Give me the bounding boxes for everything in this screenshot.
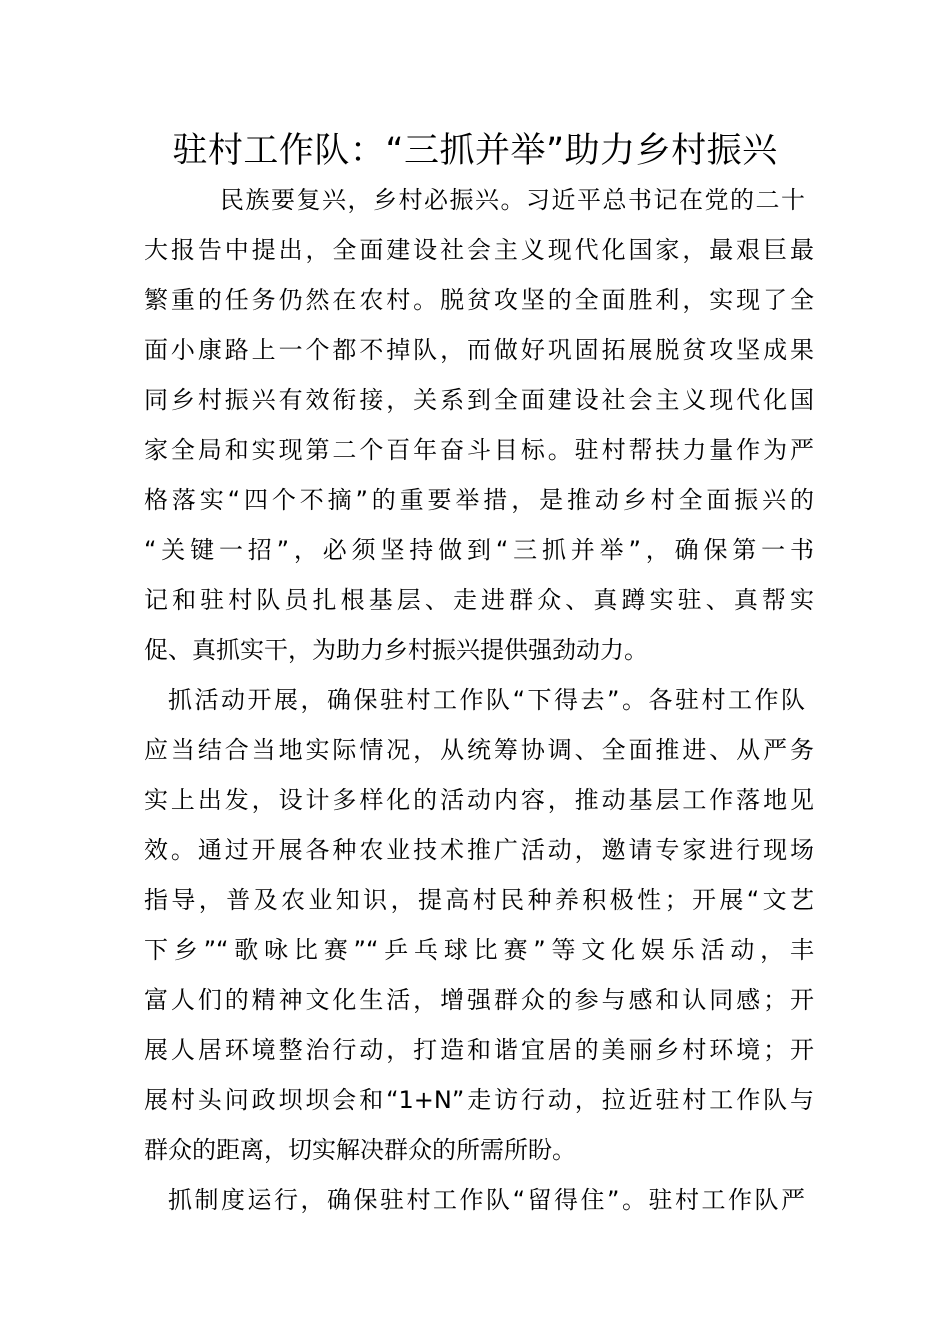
- paragraph-line: 展人居环境整治行动，打造和谐宜居的美丽乡村环境；开: [144, 1036, 814, 1064]
- document-title: 驻村工作队：“三抓并举”助力乡村振兴: [172, 131, 778, 171]
- paragraph-line: 大报告中提出，全面建设社会主义现代化国家，最艰巨最: [144, 236, 814, 264]
- paragraph-line: 民族要复兴，乡村必振兴。习近平总书记在党的二十: [220, 186, 805, 214]
- paragraph-line: 繁重的任务仍然在农村。脱贫攻坚的全面胜利，实现了全: [144, 286, 814, 314]
- paragraph-line: 面小康路上一个都不掉队，而做好巩固拓展脱贫攻坚成果: [144, 336, 814, 364]
- paragraph-line: “关键一招”，必须坚持做到“三抓并举”，确保第一书: [144, 536, 814, 564]
- paragraph-line: 群众的距离，切实解决群众的所需所盼。: [144, 1136, 576, 1164]
- paragraph-line: 指导，普及农业知识，提高村民种养积极性；开展“文艺: [144, 886, 814, 914]
- paragraph-line: 展村头问政坝坝会和“1+N”走访行动，拉近驻村工作队与: [144, 1086, 814, 1114]
- paragraph-line: 记和驻村队员扎根基层、走进群众、真蹲实驻、真帮实: [144, 586, 814, 614]
- paragraph-line: 家全局和实现第二个百年奋斗目标。驻村帮扶力量作为严: [144, 436, 814, 464]
- paragraph-line: 抓活动开展，确保驻村工作队“下得去”。各驻村工作队: [168, 686, 805, 714]
- paragraph-line: 应当结合当地实际情况，从统筹协调、全面推进、从严务: [144, 736, 814, 764]
- paragraph-line: 效。通过开展各种农业技术推广活动，邀请专家进行现场: [144, 836, 814, 864]
- paragraph-line: 下乡”“歌咏比赛”“乒乓球比赛”等文化娱乐活动，丰: [144, 936, 814, 964]
- paragraph-line: 实上出发，设计多样化的活动内容，推动基层工作落地见: [144, 786, 814, 814]
- paragraph-line: 富人们的精神文化生活，增强群众的参与感和认同感；开: [144, 986, 814, 1014]
- paragraph-line: 促、真抓实干，为助力乡村振兴提供强劲动力。: [144, 636, 648, 664]
- paragraph-line: 格落实“四个不摘”的重要举措，是推动乡村全面振兴的: [144, 486, 814, 514]
- paragraph-line: 同乡村振兴有效衔接，关系到全面建设社会主义现代化国: [144, 386, 814, 414]
- paragraph-line: 抓制度运行，确保驻村工作队“留得住”。驻村工作队严: [168, 1186, 805, 1214]
